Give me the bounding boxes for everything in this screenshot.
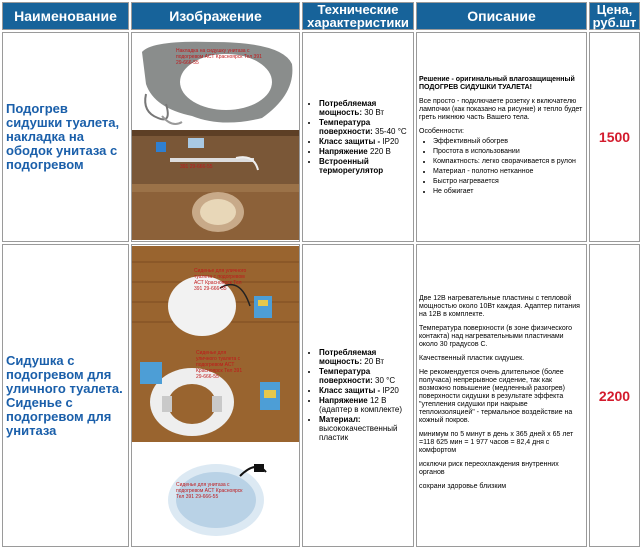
desc-features-title: Особенности: [419, 128, 464, 135]
spec-label: Напряжение [319, 146, 368, 156]
product-name: Подогрев сидушки туалета, накладка на ободок унитаза с подогревом [2, 32, 129, 242]
product-price: 1500 [589, 32, 640, 242]
spec-list [305, 99, 411, 175]
spec-item [319, 415, 411, 442]
product-photo-seat-closed [132, 246, 299, 342]
feature-item: • Быстро нагревается [433, 178, 584, 186]
desc-text: Все просто - подключаете розетку к включателю лампочки (как показано на рисунке) и тепло будет греть нижнюю часть Вашего тела. [419, 98, 583, 121]
spec-item [319, 118, 411, 136]
header-name: Наименование [2, 2, 129, 30]
desc-paragraphs [419, 295, 584, 491]
feature-item: • Эффективный обогрев [433, 138, 584, 146]
desc-paragraph: сохрани здоровье близким [419, 482, 507, 490]
spec-value: высококачественный пластик [319, 424, 398, 442]
spec-item [319, 396, 411, 414]
product-photo-toilet [132, 130, 299, 240]
feature-list [419, 138, 584, 196]
desc-paragraph: Не рекомендуется очень длительное (более получаса) непрерывное сидение, так как возможно повышение (медленный разогрев) поверхности сидушки в результате эффекта "утепления сидушки при накрыве теплоизоляцией" - термальное воздействие на кожный покров. [419, 368, 573, 424]
product-specs [302, 244, 414, 547]
product-photo-seat-bottom [132, 442, 299, 546]
spec-item [319, 147, 411, 156]
product-description [416, 32, 587, 242]
photo-caption: Сиденье для уличного туалета с подогревом АСТ Красноярск Тел 391 29-666-55 [196, 349, 243, 380]
product-images [131, 244, 300, 547]
spec-item [319, 137, 411, 146]
photo-caption: 391 29-666-55 [180, 164, 213, 170]
desc-paragraph: минимум по 5 минут в день x 365 дней x 65 лет =118 625 мин = 1 977 часов = 82,4 дня с комфортом [419, 430, 574, 454]
feature-item: • Простота в использовании [433, 148, 584, 156]
desc-paragraph: Температура поверхности (в зоне физического контакта) над нагревательными пластинами около 30 градусов С. [419, 324, 573, 348]
spec-value: 30 °С [372, 376, 396, 385]
spec-value: 30 Вт [362, 107, 385, 117]
desc-paragraph: исключи риск переохлаждения внутренних органов [419, 460, 559, 476]
table-row [2, 244, 640, 547]
spec-label: Температура поверхности: [319, 367, 373, 385]
spec-label: Встроенный терморегулятор [319, 156, 384, 175]
header-price: Цена, руб.шт [589, 2, 640, 30]
feature-item: • Компактность: легко сворачивается в рулон [433, 158, 584, 166]
spec-value: IP20 [380, 386, 399, 395]
spec-item [319, 386, 411, 395]
photo-caption: Сиденье для унитаза с подогревом АСТ Красноярск Тел 391 29-666-55 [176, 481, 243, 500]
product-specs [302, 32, 414, 242]
spec-label: Материал: [319, 415, 361, 424]
feature-item: • Материал - полотно нетканное [433, 168, 584, 176]
spec-value: 35-40 °С [372, 126, 407, 136]
spec-value: IP20 [380, 136, 399, 146]
product-name: Сидушка с подогревом для уличного туалета. Сиденье с подогревом для унитаза [2, 244, 129, 547]
spec-label: Потребляемая мощность: [319, 98, 377, 117]
spec-label: Напряжение [319, 396, 368, 405]
desc-paragraph: Две 12В нагревательные пластины с тепловой мощностью около 10Вт каждая. Адаптер питания на 12В в комплекте. [419, 294, 580, 318]
spec-item [319, 157, 411, 175]
product-photo-seat-pad [132, 34, 299, 130]
spec-item [319, 348, 411, 366]
header-description: Описание [416, 2, 587, 30]
product-description [416, 244, 587, 547]
product-images [131, 32, 300, 242]
spec-item [319, 99, 411, 117]
photo-caption: Накладка на сидушку унитаза с подогревом АСТ Красноярск Тел 391 29-666-55 [176, 48, 262, 66]
table-row [2, 32, 640, 242]
header-specs: Технические характеристики [302, 2, 414, 30]
feature-item: • Не обжигает [433, 188, 584, 196]
spec-value: 20 Вт [362, 357, 385, 366]
spec-value: 220 В [367, 146, 391, 156]
header-image: Изображение [131, 2, 300, 30]
table-header-row [2, 2, 640, 30]
spec-label: Класс защиты - [319, 386, 381, 395]
product-price: 2200 [589, 244, 640, 547]
desc-intro: Решение - оригинальный влагозащищенный ПОДОГРЕВ СИДУШКИ ТУАЛЕТА! [419, 76, 575, 91]
spec-value: 12 В (адаптер в комплекте) [319, 396, 402, 414]
spec-label: Класс защиты - [319, 136, 381, 146]
photo-caption: Сиденье для уличного туалета с подогревом АСТ Красноярск Тел 391 29-666-55 [194, 267, 247, 292]
spec-item [319, 367, 411, 385]
spec-label: Потребляемая мощность: [319, 348, 377, 366]
spec-list [305, 348, 411, 442]
product-photo-seat-open [132, 342, 299, 442]
spec-label: Температура поверхности: [319, 117, 373, 136]
desc-paragraph: Качественный пластик сидушек. [419, 354, 525, 362]
